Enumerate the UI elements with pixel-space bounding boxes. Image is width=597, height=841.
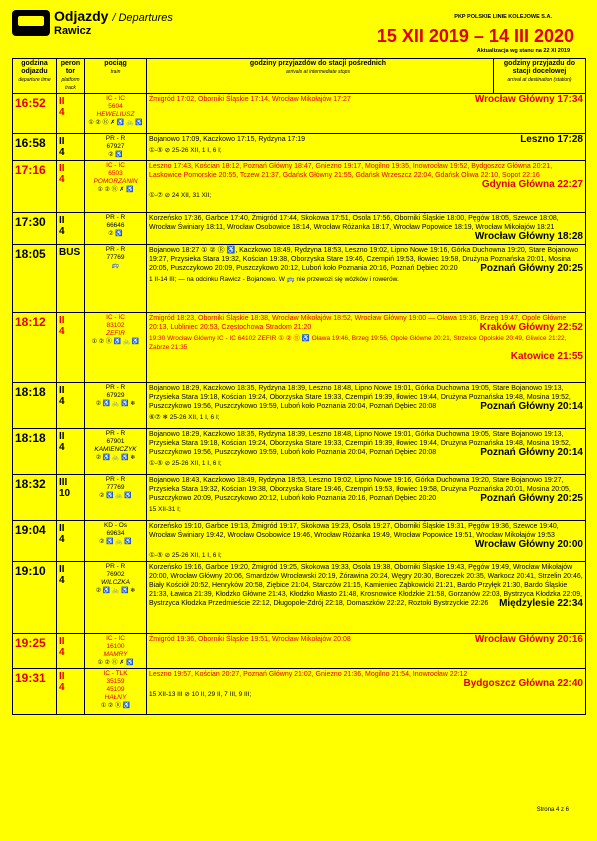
update-note: Aktualizacja wg stanu na 22 XI 2019 <box>476 48 570 54</box>
train-info <box>85 245 147 313</box>
validity-dates: 15 XII 2019 – 14 III 2020 <box>376 26 574 46</box>
platform: II 4 <box>57 669 85 715</box>
destination: Wrocław Główny 17:34 <box>474 94 583 105</box>
platform: II 4 <box>57 521 85 562</box>
train-name: WILCZKA <box>101 579 130 586</box>
intermediate-stops: Bojanowo 18:29, Kaczkowo 18:35, Rydzyna 18:39, Leszno 18:48, Lipno Nowe 19:01, Górka Duchowna 19:05, Stare Bojanowo 19:13, Przysieka Stara 19:18, Kościan 19:24, Oborzyska Stare 19:33, Czempiń 19:39, Iłowiec 19:44, Drużyna Poznańska 19:48, Mosina 19:52, Puszczykowo 19:56, Puszczykowo 19:59, Luboń koło Poznania 20:04, Poznań Dębiec 20:08 <box>149 385 571 410</box>
stops-cell <box>147 134 586 161</box>
stops-cell <box>147 429 586 475</box>
stops-cell <box>147 313 586 383</box>
train-info <box>85 313 147 383</box>
intermediate-stops: Żmigród 19:36, Oborniki Śląskie 19:51, Wrocław Mikołajów 20:08 <box>149 636 351 643</box>
footnote: ①-⑤ ⊘ 25-26 XII, 1 I, 6 I; <box>149 147 222 154</box>
intermediate-stops: Korzeńsko 19:10, Garbce 19:13, Żmigród 19:17, Skokowa 19:23, Osola 19:27, Oborniki Śląskie 19:31, Pęgów 19:36, Szewce 19:40, Wrocław Świniary 19:42, Wrocław Osobowice 19:46, Wrocław Różanka 19:49, Wrocław Popowice 19:51, Wrocław Mikołajów 19:53 <box>149 523 559 539</box>
train-info <box>85 634 147 669</box>
train-category: IC - TLK <box>103 670 128 677</box>
departure-row <box>13 669 586 715</box>
departure-row <box>13 429 586 475</box>
train-number-2: 45109 <box>106 686 125 693</box>
departure-time: 17:16 <box>13 161 57 213</box>
platform: II 4 <box>57 161 85 213</box>
train-number: 35159 <box>106 678 125 685</box>
footnote: ①-⑤ ⊘ 25-26 XII, 1 I, 6 I; <box>149 460 222 467</box>
departure-time: 16:58 <box>13 134 57 161</box>
train-symbols: 🚌 <box>111 263 120 269</box>
train-number: 83102 <box>106 322 125 329</box>
departure-time: 18:12 <box>13 313 57 383</box>
platform: II 4 <box>57 94 85 134</box>
destination: Wrocław Główny 20:16 <box>474 634 583 645</box>
col-stops: godziny przyjazdów do stacji pośrednich arrivals at intermediate stops godziny przyjazdu do stacji docelowej arrival at destination (station) <box>147 59 586 94</box>
train-category: KD - Os <box>103 522 128 529</box>
platform: II 4 <box>57 313 85 383</box>
destination: Leszno 17:28 <box>520 134 583 145</box>
train-name: POMORZANIN <box>93 178 138 185</box>
train-number: 69634 <box>106 530 125 537</box>
platform: II 4 <box>57 634 85 669</box>
departure-row <box>13 634 586 669</box>
operator-logo: PKP POLSKIE LINIE KOLEJOWE S.A. <box>454 14 552 20</box>
platform: BUS <box>57 245 85 313</box>
platform: II 4 <box>57 383 85 429</box>
platform: II 4 <box>57 213 85 245</box>
platform: II 4 <box>57 134 85 161</box>
stops-cell <box>147 634 586 669</box>
intermediate-stops: Korzeńsko 17:36, Garbce 17:40, Żmigród 17:44, Skokowa 17:51, Osola 17:56, Oborniki Śląskie 18:00, Pęgów 18:05, Szewce 18:08, Wrocław Świniary 18:11, Wrocław Osobowice 18:14, Wrocław Różanka 18:17, Wrocław Popowice 18:19, Wrocław Mikołajów 18:21 <box>149 215 559 231</box>
departure-row <box>13 383 586 429</box>
stops-cell <box>147 213 586 245</box>
train-category: IC - IC <box>106 162 125 169</box>
intermediate-stops: Żmigród 17:02, Oborniki Śląskie 17:14, Wrocław Mikołajów 17:27 <box>149 96 351 103</box>
departure-time: 19:04 <box>13 521 57 562</box>
footnote: 15 XII-13 III ⊘ 10 II, 29 II, 7 III, 9 III; <box>149 691 252 698</box>
train-icon <box>12 10 50 36</box>
stops-cell <box>147 383 586 429</box>
platform: III 10 <box>57 475 85 521</box>
train-category: PR - R <box>105 246 126 253</box>
page-number: Strona 4 z 6 <box>536 807 569 813</box>
train-info <box>85 383 147 429</box>
train-info <box>85 134 147 161</box>
train-category: IC - IC <box>106 314 125 321</box>
train-number: 66646 <box>106 222 125 229</box>
departure-row <box>13 134 586 161</box>
departure-row <box>13 313 586 383</box>
stops-cell <box>147 521 586 562</box>
intermediate-stops: Bojanowo 18:27 ① ② Ⓡ ♿, Kaczkowo 18:49, Rydzyna 18:53, Leszno 19:02, Lipno Nowe 19:16, Górka Duchowna 19:20, Stare Bojanowo 19:27, Przysieka Stara 19:32, Kościan 19:38, Oborzyska Stare 19:46, Czempiń 19:53, Iłowiec 19:58, Drużyna Poznańska 20:01, Mosina 20:05, Puszczykowo 20:09, Puszczykowo 20:12, Luboń koło Poznania 20:16, Poznań Dębiec 20:20 <box>149 247 579 272</box>
platform: II 4 <box>57 562 85 634</box>
train-symbols: ② ♿ 🚲 ♿ ❄ <box>95 588 136 594</box>
train-name: HEWELIUSZ <box>96 111 135 118</box>
train-symbols: ① ② Ⓡ ♿ <box>100 703 131 709</box>
departure-time: 16:52 <box>13 94 57 134</box>
train-name: MAMRY <box>103 651 128 658</box>
col-time: godzina odjazdu departure time <box>13 59 57 94</box>
footnote: ①-⑤ ⊘ 25-26 XII, 1 I, 6 I; <box>149 552 222 559</box>
stops-cell <box>147 245 586 313</box>
departure-time: 19:25 <box>13 634 57 669</box>
train-number: 67927 <box>106 143 125 150</box>
train-number: 77769 <box>106 484 125 491</box>
platform: II 4 <box>57 429 85 475</box>
train-category: PR - R <box>105 384 126 391</box>
departure-row <box>13 161 586 213</box>
destination: Wrocław Główny 18:28 <box>474 231 583 242</box>
train-name: HAŁNY <box>104 694 127 701</box>
destination-2: Katowice 21:55 <box>510 351 583 362</box>
intermediate-stops: Bojanowo 18:29, Kaczkowo 18:35, Rydzyna 18:39, Leszno 18:48, Lipno Nowe 19:01, Górka Duchowna 19:05, Stare Bojanowo 19:13, Przysieka Stara 19:18, Kościan 19:24, Oborzyska Stare 19:33, Czempiń 19:39, Iłowiec 19:44, Drużyna Poznańska 19:48, Mosina 19:52, Puszczykowo 19:56, Puszczykowo 19:59, Luboń koło Poznania 20:04, Poznań Dębiec 20:08 <box>149 431 571 456</box>
departure-row <box>13 245 586 313</box>
departure-row <box>13 521 586 562</box>
train-category: PR - R <box>105 476 126 483</box>
connection-note: 19:30 Wrocław Główny IC - IC 64102 ZEFIR ① ② Ⓡ ♿ Oława 19:46, Brzeg 19:56, Opole Główne 20:21, Strzelce Opolskie 20:49, Gliwice 21:22, Zabrze 21:35 <box>149 335 567 351</box>
train-number: 76902 <box>106 571 125 578</box>
train-symbols: ① ② Ⓡ ✗ ♿ <box>97 660 134 666</box>
intermediate-stops: Korzeńsko 19:16, Garbce 19:20, Żmigród 19:25, Skokowa 19:33, Osola 19:38, Oborniki Śląskie 19:43, Pęgów 19:49, Wrocław Mikołajów 20:00, Wrocław Główny 20:06, Smardzów Wrocławski 20:19, Żórawina 20:24, Węgry 20:30, Boreczek 20:35, Warkocz 20:41, Strzelin 20:46, Biały Kościół 20:52, Henryków 20:58, Ziębice 21:04, Starczów 21:15, Kamieniec Ząbkowicki 21:21, Bardo Przyłęk 21:30, Bardo Śląskie 21:33, Ławica 21:39, Kłodzko Główne 21:43, Kłodzko Miasto 21:48, Krosnowice Kłodzkie 21:58, Gorzanów 22:03, Bystrzyca Kłodzka 22:09, Bystrzyca Kłodzka Przedmieście 22:12, Długopole-Zdrój 22:18, Domaszków 22:22, Roztoki Bystrzyckie 22:26 <box>149 564 583 607</box>
train-category: IC - IC <box>106 635 125 642</box>
col-train: pociąg train <box>85 59 147 94</box>
stops-cell <box>147 562 586 634</box>
train-category: PR - R <box>105 214 126 221</box>
train-info <box>85 521 147 562</box>
departure-row <box>13 94 586 134</box>
train-info <box>85 429 147 475</box>
departure-row <box>13 562 586 634</box>
intermediate-stops: Żmigród 18:23, Oborniki Śląskie 18:38, Wrocław Mikołajów 18:52, Wrocław Główny 19:00 — Oława 19:36, Brzeg 19:47, Opole Główne 20:13, Lubliniec 20:53, Częstochowa Stradom 21:20 <box>149 315 567 331</box>
train-symbols: ② ♿ 🚲 ♿ <box>99 493 132 499</box>
train-number: 16100 <box>106 643 125 650</box>
col-platform: peron tor platform track <box>57 59 85 94</box>
destination: Kraków Główny 22:52 <box>479 322 583 333</box>
departure-time: 17:30 <box>13 213 57 245</box>
footnote: ⑥⑦ ❄ 25-26 XII, 1 I, 6 I; <box>149 414 220 421</box>
train-number: 67901 <box>106 438 125 445</box>
station-name: Rawicz <box>54 25 92 37</box>
train-symbols: ② ♿ 🚲 ♿ ❄ <box>95 455 136 461</box>
footnote: 1 II-14 III; — na odcinku Rawicz - Bojanowo. W 🚌 nie przewozi się wózków i rowerów. <box>149 276 399 283</box>
footnote: 15 XII-31 I; <box>149 506 181 513</box>
train-name: ZEFIR <box>106 330 125 337</box>
departure-time: 18:05 <box>13 245 57 313</box>
train-info <box>85 669 147 715</box>
train-symbols: ② ♿ <box>108 152 123 158</box>
train-symbols: ② ♿ <box>108 231 123 237</box>
stops-cell <box>147 475 586 521</box>
train-info <box>85 213 147 245</box>
intermediate-stops: Bojanowo 18:43, Kaczkowo 18:49, Rydzyna 18:53, Leszno 19:02, Lipno Nowe 19:16, Górka Duchowna 19:20, Stare Bojanowo 19:27, Przysieka Stara 19:32, Kościan 19:38, Oborzyska Stare 19:46, Czempiń 19:53, Iłowiec 19:58, Drużyna Poznańska 20:01, Mosina 20:05, Puszczykowo 20:09, Puszczykowo 20:12, Luboń koło Poznania 20:16, Poznań Dębiec 20:20 <box>149 477 571 502</box>
intermediate-stops: Leszno 17:43, Kościan 18:12, Poznań Główny 18:47, Gniezno 19:17, Mogilno 19:35, Inowrocław 19:52, Bydgoszcz Główna 20:21, Laskowice Pomorskie 20:55, Tczew 21:37, Gdańsk Główny 21:55, Gdańsk Wrzeszcz 22:04, Gdańsk Oliwa 22:10, Sopot 22:16 <box>149 163 553 179</box>
stops-cell <box>147 669 586 715</box>
destination: Poznań Główny 20:14 <box>480 401 583 412</box>
train-category: PR - R <box>105 135 126 142</box>
train-category: PR - R <box>105 563 126 570</box>
intermediate-stops: Bojanowo 17:09, Kaczkowo 17:15, Rydzyna 17:19 <box>149 136 306 143</box>
stops-cell <box>147 94 586 134</box>
departure-row <box>13 475 586 521</box>
train-number: 6503 <box>108 170 123 177</box>
departure-time: 18:18 <box>13 383 57 429</box>
stops-cell <box>147 161 586 213</box>
intermediate-stops: Leszno 19:57, Kościan 20:27, Poznań Główny 21:02, Gniezno 21:36, Mogilno 21:54, Inowrocław 22:12 <box>149 671 468 678</box>
train-category: PR - R <box>105 430 126 437</box>
train-symbols: ② ♿ 🚲 ♿ ❄ <box>95 401 136 407</box>
train-symbols: ① ② Ⓡ ♿ 🚲 ♿ <box>91 339 140 345</box>
train-info <box>85 562 147 634</box>
departure-time: 19:31 <box>13 669 57 715</box>
train-number: 77769 <box>106 254 125 261</box>
train-info <box>85 161 147 213</box>
destination: Bydgoszcz Główna 22:40 <box>463 678 583 689</box>
destination: Poznań Główny 20:25 <box>480 263 583 274</box>
departure-time: 18:32 <box>13 475 57 521</box>
train-symbols: ② ♿ 🚲 ♿ <box>99 539 132 545</box>
departure-time: 19:10 <box>13 562 57 634</box>
train-info <box>85 94 147 134</box>
destination: Wrocław Główny 20:00 <box>474 539 583 550</box>
departure-time: 18:18 <box>13 429 57 475</box>
train-symbols: ① ② Ⓡ ✗ ♿ 🚲 ♿ <box>88 120 143 126</box>
destination: Poznań Główny 20:25 <box>480 493 583 504</box>
train-name: KAMIENCZYK <box>94 446 137 453</box>
train-number: 5604 <box>108 103 123 110</box>
train-number: 67929 <box>106 392 125 399</box>
header <box>10 8 588 58</box>
departures-table <box>12 58 586 715</box>
page-title: Odjazdy / Departures <box>54 8 173 24</box>
train-symbols: ① ② Ⓡ ✗ ♿ <box>97 187 134 193</box>
train-category: IC - IC <box>106 95 125 102</box>
train-info <box>85 475 147 521</box>
footnote: ①-⑦ ⊘ 24 XII, 31 XII; <box>149 192 212 199</box>
departure-row <box>13 213 586 245</box>
destination: Poznań Główny 20:14 <box>480 447 583 458</box>
destination: Gdynia Główna 22:27 <box>481 179 583 190</box>
destination: Międzylesie 22:34 <box>499 598 583 609</box>
